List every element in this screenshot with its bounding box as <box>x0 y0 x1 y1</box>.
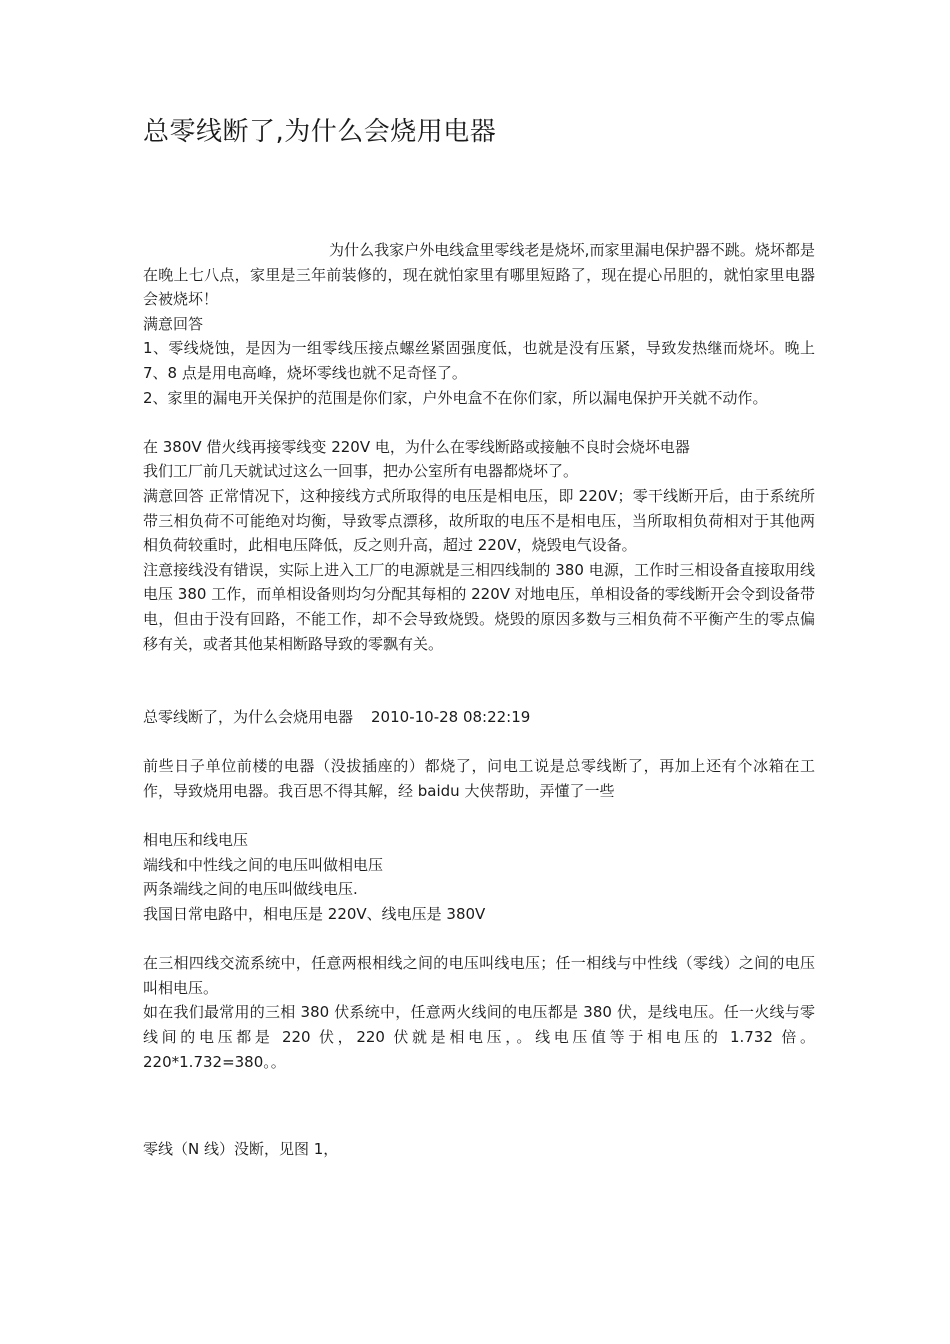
spacer <box>143 1074 815 1123</box>
spacer <box>143 410 815 435</box>
section1-question: 为什么我家户外电线盒里零线老是烧坏,而家里漏电保护器不跳。烧坏都是在晚上七八点，家里是三年前装修的，现在就怕家里有哪里短路了，现在提心吊胆的，就怕家里电器会被烧坏！ <box>143 241 815 309</box>
spacer <box>143 927 815 952</box>
section1-answer-label: 满意回答 <box>143 314 204 333</box>
spacer <box>143 1123 815 1137</box>
section2-question-2: 我们工厂前几天就试过这么一回事，把办公室所有电器都烧坏了。 <box>143 462 579 481</box>
section1-answer-1: 1、零线烧蚀，是因为一组零线压接点螺丝紧固强度低，也就是没有压紧，导致发热继而烧坏。晚上 7、8 点是用电高峰，烧坏零线也就不足奇怪了。 <box>143 339 815 382</box>
section1-answer-2: 2、家里的漏电开关保护的范围是你们家，户外电盒不在你们家，所以漏电保护开关就不动作。 <box>143 388 768 407</box>
figure-reference: 零线（N 线）没断，见图 1， <box>143 1140 339 1159</box>
document-body <box>143 238 815 1162</box>
definition-phase-voltage: 端线和中性线之间的电压叫做相电压 <box>143 855 384 874</box>
spacer <box>143 730 815 755</box>
spacer <box>143 656 815 705</box>
section3-explain-1: 在三相四线交流系统中，任意两根相线之间的电压叫线电压；任一相线与中性线（零线）之间的电压叫相电压。 <box>143 954 815 997</box>
definition-line-voltage: 两条端线之间的电压叫做线电压. <box>143 880 358 899</box>
page-title: 总零线断了,为什么会烧用电器 <box>143 117 497 147</box>
spacer <box>143 804 815 829</box>
section3-heading-line <box>143 705 815 730</box>
section3-explain-2: 如在我们最常用的三相 380 伏系统中，任意两火线间的电压都是 380 伏，是线电压。任一火线与零线间的电压都是 220 伏，220 伏就是相电压，。线电压值等于相电压的 1.732 倍。220*1.732=380。。 <box>143 1003 815 1071</box>
section2-question-1: 在 380V 借火线再接零线变 220V 电，为什么在零线断路或接触不良时会烧坏电器 <box>143 437 690 456</box>
section3-intro: 前些日子单位前楼的电器（没拔插座的）都烧了，问电工说是总零线断了，再加上还有个冰箱在工作，导致烧用电器。我百思不得其解，经 baidu 大侠帮助，弄懂了一些 <box>143 757 815 801</box>
section2-note: 注意接线没有错误，实际上进入工厂的电源就是三相四线制的 380 电源，工作时三相设备直接取用线电压 380 工作，而单相设备则均匀分配其每相的 220V 对地电压，单相设备的零线断开会令到设备带电，但由于没有回路，不能工作，却不会导致烧毁。烧毁的原因多数与三相负荷不平衡产生的零点偏移有关，或者其他某相断路导致的零飘有关。 <box>143 560 815 653</box>
definition-china-values: 我国日常电路中，相电压是 220V、线电压是 380V <box>143 905 486 924</box>
section2-answer: 满意回答 正常情况下，这种接线方式所取得的电压是相电压，即 220V；零干线断开后，由于系统所带三相负荷不可能绝对均衡，导致零点漂移，故所取的电压不是相电压，当所取相负荷相对于其他两相负荷较重时，此相电压降低，反之则升高，超过 220V，烧毁电气设备。 <box>143 486 815 555</box>
post-timestamp: 2010-10-28 08:22:19 <box>371 708 531 727</box>
section3-heading: 总零线断了，为什么会烧用电器 <box>143 708 354 727</box>
definition-title: 相电压和线电压 <box>143 831 249 850</box>
